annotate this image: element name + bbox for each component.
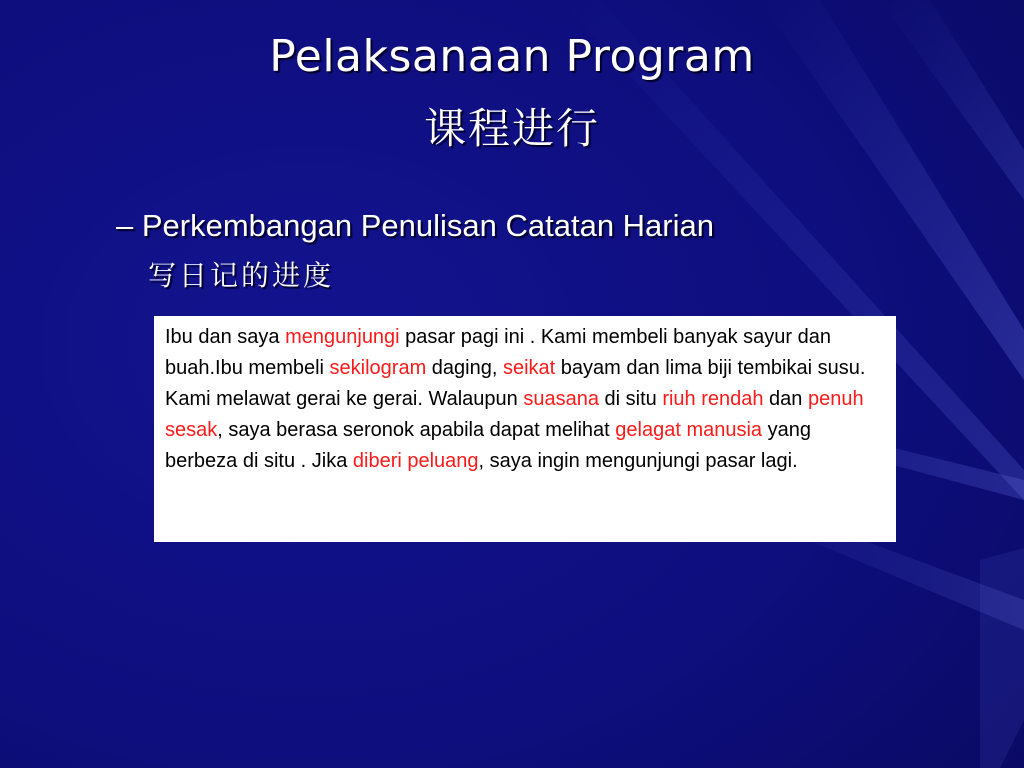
bullet-heading: – Perkembangan Penulisan Catatan Harian xyxy=(116,208,714,243)
passage-text: pasar pagi ini . Kami membeli banyak sayur dan buah.Ibu membeli xyxy=(165,326,831,379)
highlighted-phrase: penuh sesak xyxy=(165,388,864,441)
slide-title: Pelaksanaan Program xyxy=(269,31,755,82)
highlighted-phrase: seikat xyxy=(502,357,556,379)
passage-text: di situ xyxy=(598,388,663,410)
passage-text: , saya ingin mengunjungi pasar lagi. xyxy=(478,450,798,472)
bullet-heading-chinese: 写日记的进度 xyxy=(148,259,335,292)
passage-text: bayam dan lima biji tembikai susu. Kami melawat gerai ke gerai. Walaupun xyxy=(165,357,866,410)
highlighted-phrase: sekilogram xyxy=(329,357,427,379)
highlighted-phrase: suasana xyxy=(523,388,599,410)
passage-text: dan xyxy=(763,388,808,410)
highlighted-phrase: diberi peluang xyxy=(352,450,479,472)
highlighted-phrase: riuh rendah xyxy=(662,388,764,410)
passage-text: , saya berasa seronok apabila dapat melihat xyxy=(217,419,616,441)
diary-passage-box xyxy=(154,316,896,542)
highlighted-phrase: mengunjungi xyxy=(285,326,400,348)
slide-title-chinese: 课程进行 xyxy=(423,104,600,153)
passage-text: Ibu dan saya xyxy=(165,326,286,348)
highlighted-phrase: gelagat manusia xyxy=(615,419,763,441)
passage-text: daging, xyxy=(426,357,503,379)
passage-text: yang berbeza di situ . Jika xyxy=(165,419,811,472)
